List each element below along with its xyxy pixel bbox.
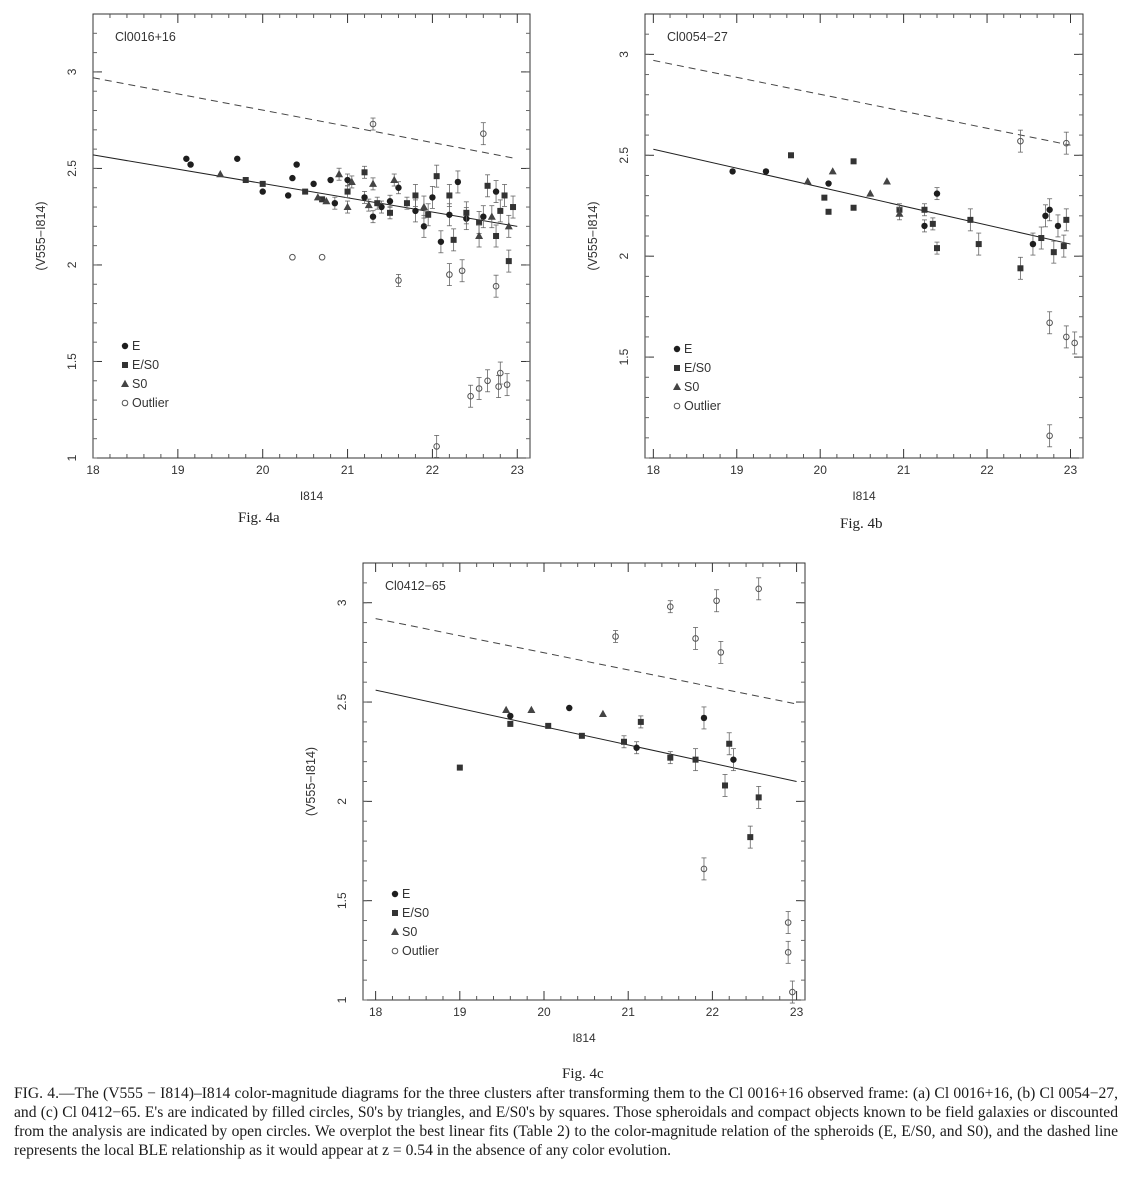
series-s0 xyxy=(502,706,607,717)
data-point xyxy=(1051,249,1057,255)
y-tick-label: 1 xyxy=(65,454,79,462)
data-point xyxy=(821,195,827,201)
data-point xyxy=(566,705,572,711)
data-point xyxy=(425,212,431,218)
legend-label: S0 xyxy=(684,380,700,394)
data-point xyxy=(701,715,707,721)
data-point xyxy=(1046,207,1052,213)
ble-dashed-line xyxy=(653,60,1070,145)
x-tick-label: 19 xyxy=(453,1005,467,1019)
x-axis-label: I814 xyxy=(572,1031,596,1045)
y-axis-label: (V555−I814) xyxy=(586,201,600,271)
x-tick-label: 19 xyxy=(730,463,744,477)
x-tick-label: 23 xyxy=(510,463,524,477)
data-point xyxy=(475,232,483,239)
series-s0 xyxy=(804,167,904,220)
data-point xyxy=(451,237,457,243)
data-point xyxy=(374,200,380,206)
x-tick-label: 21 xyxy=(621,1005,635,1019)
legend-label: E xyxy=(402,887,411,901)
data-point xyxy=(421,223,427,229)
data-point xyxy=(921,223,927,229)
data-point xyxy=(293,161,299,167)
data-point xyxy=(829,167,837,174)
data-point xyxy=(1038,235,1044,241)
legend-label: E xyxy=(684,342,693,356)
data-point xyxy=(362,169,368,175)
data-point xyxy=(183,156,189,162)
data-point xyxy=(930,221,936,227)
series-outlier xyxy=(290,118,510,457)
chart-title: Cl0412−65 xyxy=(385,579,446,593)
data-point xyxy=(493,233,499,239)
panel-label: Fig. 4c xyxy=(562,1066,604,1082)
legend-marker xyxy=(122,400,128,406)
legend-label: S0 xyxy=(132,377,148,391)
data-point xyxy=(285,192,291,198)
legend xyxy=(121,339,169,410)
legend-label: Outlier xyxy=(132,396,169,410)
data-point xyxy=(429,194,435,200)
y-tick-label: 1.5 xyxy=(335,892,349,910)
data-point xyxy=(260,188,266,194)
data-point xyxy=(446,212,452,218)
ble-dashed-line xyxy=(376,619,797,704)
legend-label: Outlier xyxy=(402,944,439,958)
legend-marker xyxy=(392,948,398,954)
data-point xyxy=(404,200,410,206)
data-point xyxy=(788,152,794,158)
legend-label: E/S0 xyxy=(684,361,712,375)
x-tick-label: 19 xyxy=(171,463,185,477)
data-point xyxy=(446,192,452,198)
data-point xyxy=(507,721,513,727)
data-point xyxy=(1042,213,1048,219)
data-point xyxy=(934,245,940,251)
data-point xyxy=(726,741,732,747)
data-point xyxy=(667,755,673,761)
data-point xyxy=(463,210,469,216)
data-point xyxy=(243,177,249,183)
data-point xyxy=(967,217,973,223)
data-point xyxy=(434,173,440,179)
legend-marker xyxy=(674,346,680,352)
y-tick-label: 2 xyxy=(65,261,79,269)
data-point xyxy=(1063,217,1069,223)
legend-label: S0 xyxy=(402,925,418,939)
legend-label: E/S0 xyxy=(132,358,160,372)
y-tick-label: 3 xyxy=(65,68,79,76)
data-point xyxy=(310,181,316,187)
y-axis-label: (V555−I814) xyxy=(34,201,48,271)
series-outlier xyxy=(1018,130,1078,447)
legend-marker xyxy=(674,365,680,371)
legend-marker xyxy=(391,928,399,935)
data-point xyxy=(747,834,753,840)
x-tick-label: 20 xyxy=(537,1005,551,1019)
series-es0 xyxy=(243,165,516,272)
x-tick-label: 21 xyxy=(340,463,355,477)
data-point xyxy=(825,180,831,186)
legend-marker xyxy=(673,383,681,390)
data-point xyxy=(633,745,639,751)
data-point xyxy=(545,723,551,729)
y-tick-label: 2.5 xyxy=(335,693,349,711)
x-tick-label: 20 xyxy=(813,463,827,477)
x-tick-label: 22 xyxy=(425,463,440,477)
x-tick-label: 20 xyxy=(256,463,270,477)
data-point xyxy=(883,177,891,184)
chart-panel-2 xyxy=(586,14,1083,532)
legend-marker xyxy=(392,891,398,897)
data-point xyxy=(729,168,735,174)
legend-label: Outlier xyxy=(684,399,721,413)
data-point xyxy=(302,189,308,195)
best-fit-line xyxy=(653,149,1070,244)
chart-panel-3 xyxy=(304,563,805,1082)
data-point xyxy=(260,181,266,187)
x-tick-label: 18 xyxy=(646,463,661,477)
y-tick-label: 2 xyxy=(617,252,631,260)
y-tick-label: 1 xyxy=(335,996,349,1004)
panel-label: Fig. 4b xyxy=(840,516,883,532)
chart-panel-1 xyxy=(34,14,530,526)
y-tick-label: 1.5 xyxy=(617,348,631,366)
data-point xyxy=(866,189,874,196)
data-point xyxy=(851,158,857,164)
data-point xyxy=(510,204,516,210)
x-tick-label: 23 xyxy=(789,1005,804,1019)
data-point xyxy=(1017,265,1023,271)
data-point xyxy=(335,170,343,177)
x-tick-label: 18 xyxy=(368,1005,383,1019)
y-tick-label: 2.5 xyxy=(65,160,79,177)
data-point xyxy=(455,179,461,185)
data-point xyxy=(370,213,376,219)
series-es0 xyxy=(457,716,762,848)
data-point xyxy=(187,161,193,167)
legend-label: E/S0 xyxy=(402,906,430,920)
data-point xyxy=(976,241,982,247)
chart-title: Cl0054−27 xyxy=(667,30,728,44)
plot-frame xyxy=(93,14,530,458)
data-point xyxy=(621,739,627,745)
data-point xyxy=(638,719,644,725)
x-tick-label: 22 xyxy=(705,1005,720,1019)
data-point xyxy=(387,198,393,204)
data-point xyxy=(1055,223,1061,229)
plot-frame xyxy=(363,563,805,1000)
plot-frame xyxy=(645,14,1083,458)
data-point xyxy=(476,219,482,225)
data-point xyxy=(438,239,444,245)
series-es0 xyxy=(788,152,1069,279)
data-point xyxy=(290,254,296,260)
data-point xyxy=(763,168,769,174)
legend-marker xyxy=(122,343,128,349)
data-point xyxy=(395,185,401,191)
data-point xyxy=(344,203,352,210)
data-point xyxy=(1030,241,1036,247)
y-tick-label: 2 xyxy=(335,798,349,805)
data-point xyxy=(480,213,486,219)
figure-caption: FIG. 4.—The (V555 − I814)–I814 color-magnitude diagrams for the three clusters after transforming them to the Cl 0016+16 observed frame: (a) Cl 0016+16, (b) Cl 0054−27, and (c) Cl 0412−65. E's are indicated by filled circles, S0's by triangles, and E/S0's by squares. Those spheroidals and compact objects known to be field galaxies or discounted from the analysis are indicated by open circles. We overplot the best linear fits (Table 2) to the color-magnitude relation of the spheroids (E, E/S0, and S0), and the dashed line represents the local BLE relationship as it would appear at z = 0.54 in the absence of any color evolution. xyxy=(14,1085,1118,1159)
data-point xyxy=(826,209,832,215)
data-point xyxy=(485,183,491,189)
y-tick-label: 1.5 xyxy=(65,353,79,370)
x-tick-label: 18 xyxy=(86,463,100,477)
series-outlier xyxy=(613,578,795,1003)
y-tick-label: 2.5 xyxy=(617,146,631,164)
data-point xyxy=(722,782,728,788)
data-point xyxy=(234,156,240,162)
data-point xyxy=(502,706,510,713)
data-point xyxy=(804,177,812,184)
data-point xyxy=(361,194,367,200)
data-point xyxy=(730,756,736,762)
data-point xyxy=(599,710,607,717)
data-point xyxy=(527,706,535,713)
legend-marker xyxy=(121,380,129,387)
data-point xyxy=(289,175,295,181)
x-axis-label: I814 xyxy=(852,489,876,503)
ble-dashed-line xyxy=(93,78,517,159)
legend-marker xyxy=(392,910,398,916)
data-point xyxy=(369,180,377,187)
legend-marker xyxy=(122,362,128,368)
legend-label: E xyxy=(132,339,141,353)
data-point xyxy=(412,192,418,198)
data-point xyxy=(579,733,585,739)
data-point xyxy=(693,757,699,763)
legend-marker xyxy=(674,403,680,409)
data-point xyxy=(1061,243,1067,249)
legend xyxy=(391,887,439,958)
data-point xyxy=(332,200,338,206)
data-point xyxy=(216,170,224,177)
data-point xyxy=(921,207,927,213)
data-point xyxy=(345,189,351,195)
panel-label: Fig. 4a xyxy=(238,510,280,526)
data-point xyxy=(497,208,503,214)
legend xyxy=(673,342,721,413)
data-point xyxy=(319,254,325,260)
data-point xyxy=(934,190,940,196)
x-tick-label: 21 xyxy=(896,463,911,477)
series-e xyxy=(729,168,1061,255)
chart-title: Cl0016+16 xyxy=(115,30,176,44)
x-tick-label: 23 xyxy=(1063,463,1078,477)
data-point xyxy=(756,794,762,800)
data-point xyxy=(488,212,496,219)
data-point xyxy=(412,208,418,214)
data-point xyxy=(390,176,398,183)
data-point xyxy=(493,188,499,194)
data-point xyxy=(387,210,393,216)
data-point xyxy=(327,177,333,183)
x-axis-label: I814 xyxy=(299,489,324,503)
data-point xyxy=(502,192,508,198)
data-point xyxy=(507,713,513,719)
y-tick-label: 3 xyxy=(617,51,631,58)
y-tick-label: 3 xyxy=(335,599,349,607)
y-axis-label: (V555−I814) xyxy=(304,746,318,817)
data-point xyxy=(851,205,857,211)
data-point xyxy=(457,765,463,771)
data-point xyxy=(506,258,512,264)
x-tick-label: 22 xyxy=(980,463,994,477)
